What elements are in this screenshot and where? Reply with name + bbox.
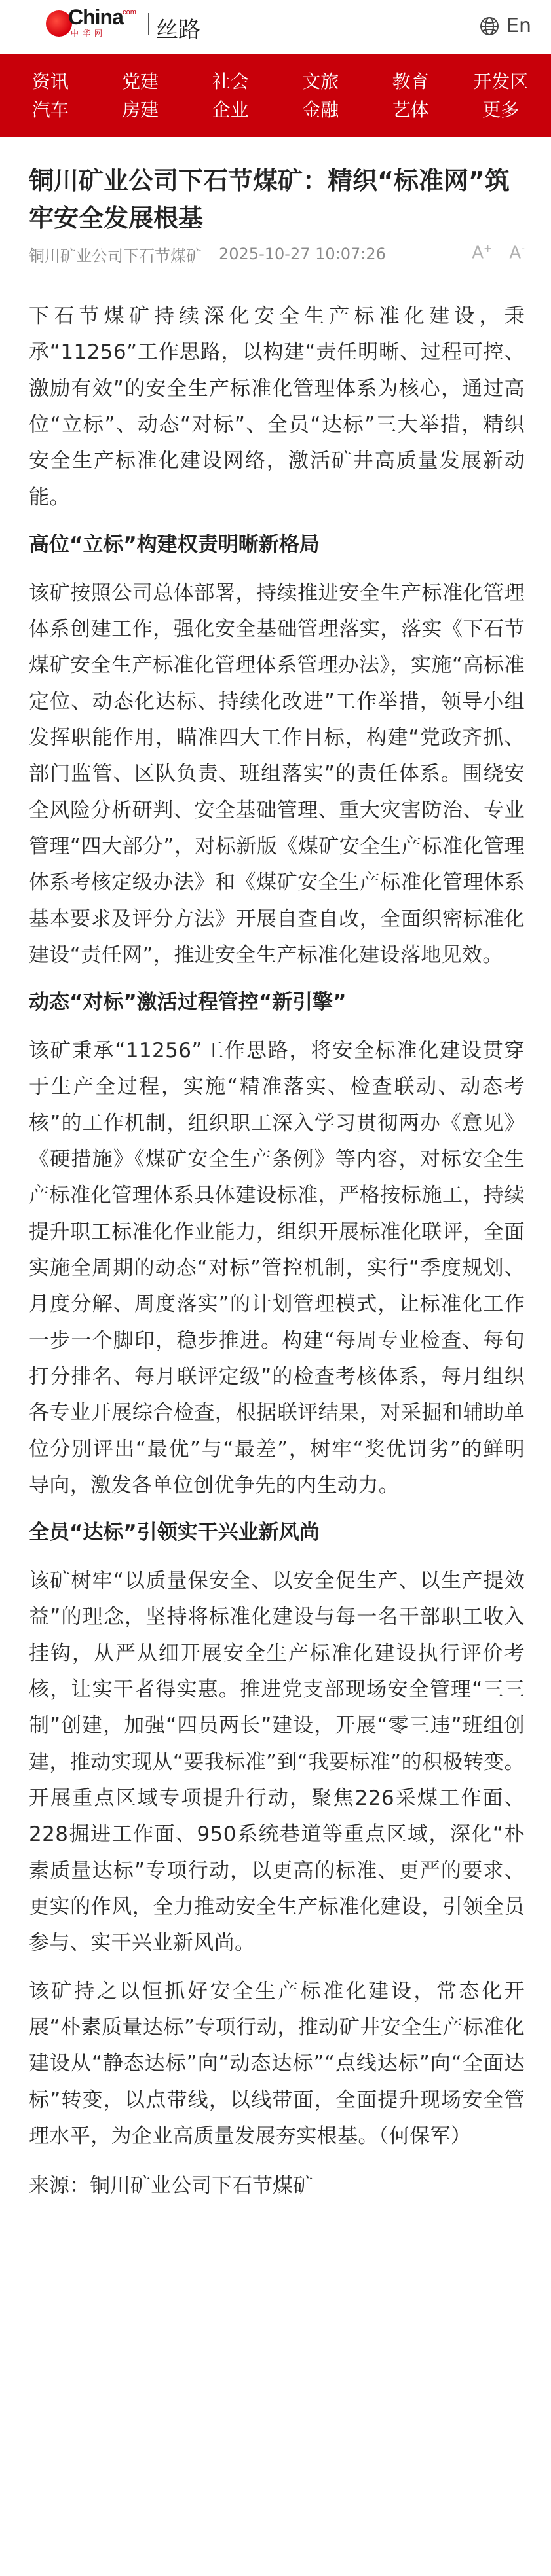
nav-link[interactable]: 企业 xyxy=(212,99,249,120)
source-label: 来源： xyxy=(29,2174,90,2198)
font-increase-label: A xyxy=(472,243,484,263)
nav-link[interactable]: 艺体 xyxy=(392,99,429,120)
article-title: 铜川矿业公司下石节煤矿：精织“标准网”筑牢安全发展根基 xyxy=(29,166,510,232)
nav-item-3[interactable] xyxy=(185,54,276,137)
main-nav xyxy=(0,54,551,137)
nav-link[interactable]: 教育 xyxy=(392,70,429,92)
font-increase-sign: + xyxy=(484,242,493,255)
article-meta xyxy=(29,242,525,266)
logo-subtitle: 中华网 xyxy=(71,29,107,38)
nav-item-2[interactable] xyxy=(96,54,186,137)
font-decrease-button[interactable] xyxy=(509,242,525,263)
section-heading: 全员“达标”引领实干兴业新风尚 xyxy=(29,1521,320,1545)
font-increase-button[interactable] xyxy=(472,242,492,263)
source-value: 铜川矿业公司下石节煤矿 xyxy=(90,2174,313,2198)
article-paragraph: 该矿持之以恒抓好安全生产标准化建设，常态化开展“朴素质量达标”专项行动，推动矿井安全生产标准化建设从“静态达标”向“动态达标”“点线达标”向“全面达标”转变，以点带线，以线带面，全面提升现场安全管理水平，为企业高质量发展夯实根基。（何保军） xyxy=(29,1979,525,2148)
nav-item-4[interactable] xyxy=(276,54,366,137)
logo-brand: China xyxy=(68,5,123,29)
language-label: En xyxy=(506,14,531,37)
site-logo[interactable] xyxy=(68,5,136,38)
language-switch[interactable] xyxy=(479,14,531,37)
article-intro: 下石节煤矿持续深化安全生产标准化建设，秉承“11256”工作思路，以构建“责任明晰、过程可控、激励有效”的安全生产标准化管理体系为核心，通过高位“立标”、动态“对标”、全员“达标”三大举措，精织安全生产标准化建设网络，激活矿井高质量发展新动能。 xyxy=(29,304,525,509)
nav-link[interactable]: 汽车 xyxy=(31,99,69,120)
site-header xyxy=(0,0,551,54)
section-heading: 动态“对标”激活过程管控“新引擎” xyxy=(29,990,347,1015)
nav-item-5[interactable] xyxy=(366,54,456,137)
nav-link[interactable]: 开发区 xyxy=(473,70,529,92)
globe-icon xyxy=(479,16,500,37)
article-paragraph: 该矿树牢“以质量保安全、以安全促生产、以生产提效益”的理念，坚持将标准化建设与每一名干部职工收入挂钩，从严从细开展安全生产标准化建设执行评价考核，让实干者得实惠。推进党支部现场安全管理“三三制”创建，加强“四员两长”建设，开展“零三违”班组创建，推动实现从“要我标准”到“我要标准”的积极转变。开展重点区域专项提升行动，聚焦226采煤工作面、228掘进工作面、950系统巷道等重点区域，深化“朴素质量达标”专项行动，以更高的标准、更严的要求、更实的作风，全力推动安全生产标准化建设，引领全员参与、实干兴业新风尚。 xyxy=(29,1569,525,1955)
article-source-name: 铜川矿业公司下石节煤矿 xyxy=(29,246,202,265)
article-paragraph: 该矿秉承“11256”工作思路，将安全标准化建设贯穿于生产全过程，实施“精准落实、检查联动、动态考核”的工作机制，组织职工深入学习贯彻两办《意见》《硬措施》《煤矿安全生产条例》等内容，对标安全生产标准化管理体系具体建设标准，严格按标施工，持续提升职工标准化作业能力，组织开展标准化联评，全面实施全周期的动态“对标”管控机制，实行“季度规划、月度分解、周度落实”的计划管理模式，让标准化工作一步一个脚印，稳步推进。构建“每周专业检查、每旬打分排名、每月联评定级”的检查考核体系，每月组织各专业开展综合检查，根据联评结果，对采掘和辅助单位分别评出“最优”与“最差”，树牢“奖优罚劣”的鲜明导向，激发各单位创优争先的内生动力。 xyxy=(29,1038,525,1497)
article-source-line xyxy=(29,2170,525,2203)
font-decrease-label: A xyxy=(509,243,522,263)
nav-link[interactable]: 文旅 xyxy=(302,70,339,92)
nav-item-1[interactable] xyxy=(5,54,96,137)
nav-link[interactable]: 金融 xyxy=(302,99,339,120)
nav-link[interactable]: 房建 xyxy=(122,99,159,120)
article xyxy=(0,162,551,2229)
channel-name[interactable]: 丝路 xyxy=(156,17,200,43)
font-decrease-sign: - xyxy=(521,242,525,255)
header-divider xyxy=(148,13,149,35)
nav-item-6[interactable] xyxy=(456,54,546,137)
nav-link[interactable]: 党建 xyxy=(122,70,159,92)
article-datetime: 2025-10-27 10:07:26 xyxy=(219,245,386,263)
nav-link[interactable]: 社会 xyxy=(212,70,249,92)
nav-link[interactable]: 更多 xyxy=(482,99,520,120)
logo-domain: .com xyxy=(121,9,136,16)
section-heading: 高位“立标”构建权责明晰新格局 xyxy=(29,532,320,556)
font-size-controls xyxy=(472,242,525,263)
article-paragraph: 该矿按照公司总体部署，持续推进安全生产标准化管理体系创建工作，强化安全基础管理落实，落实《下石节煤矿安全生产标准化管理体系管理办法》，实施“高标准定位、动态化达标、持续化改进”工作举措，领导小组发挥职能作用，瞄准四大工作目标，构建“党政齐抓、部门监管、区队负责、班组落实”的责任体系。围绕安全风险分析研判、安全基础管理、重大灾害防治、专业管理“四大部分”，对标新版《煤矿安全生产标准化管理体系考核定级办法》和《煤矿安全生产标准化管理体系基本要求及评分方法》开展自查自改，全面织密标准化建设“责任网”，推进安全生产标准化建设落地见效。 xyxy=(29,581,525,967)
nav-link[interactable]: 资讯 xyxy=(31,70,69,92)
